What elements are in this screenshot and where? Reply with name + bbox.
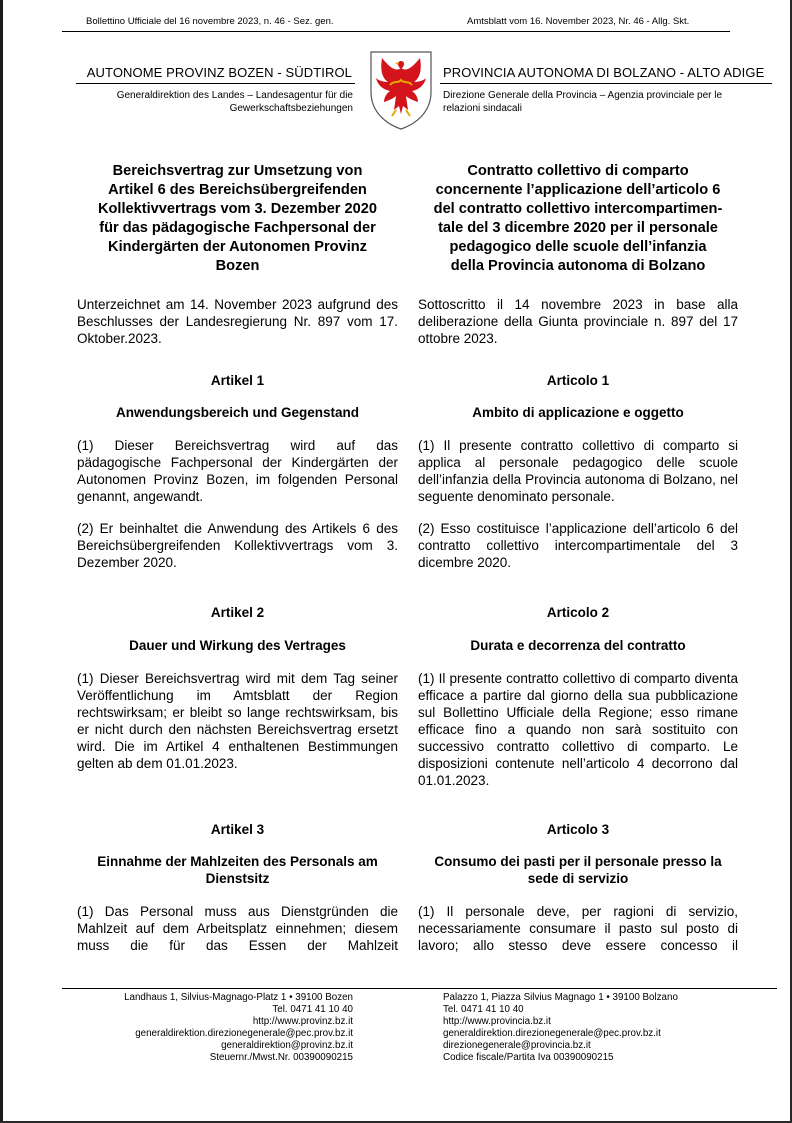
footer-contact-it [443,992,773,1064]
article-3-title-it [418,853,738,887]
article-3-paragraph-1-de: (1) Das Personal muss aus Dienstgründen die Mahlzeit auf dem Arbeitsplatz einnehmen; diesem muss die für das Essen der Mahlzeit [77,904,398,953]
title-line: Einnahme der Mahlzeiten des Personals am [97,854,378,869]
footer-divider [62,988,777,989]
article-1-title-it: Ambito di applicazione e oggetto [472,405,684,420]
article-3-heading-it: Articolo 3 [546,822,610,837]
footer-email-link[interactable]: generaldirektion@provinz.bz.it [221,1040,353,1051]
footer-website-link[interactable]: http://www.provincia.bz.it [443,1016,551,1027]
title-line: Kindergärten der Autonomen Provinz [108,239,367,255]
authority-divider-de [76,83,355,84]
title-line: Artikel 6 des Bereichsübergreifenden [108,182,367,198]
contract-title-it [418,162,738,276]
footer-email-link[interactable]: direzionegenerale@provincia.bz.it [443,1040,591,1051]
title-line: concernente l’applicazione dell’articolo 6 [435,182,721,198]
authority-divider-it [440,83,772,84]
eagle-coat-of-arms-icon [368,50,434,130]
header-divider [62,31,730,32]
article-1-title-de: Anwendungsbereich und Gegenstand [115,405,360,420]
bulletin-header-right: Amtsblatt vom 16. November 2023, Nr. 46 - Allg. Skt. [467,16,690,27]
bulletin-header-left: Bollettino Ufficiale del 16 novembre 2023, n. 46 - Sez. gen. [86,16,334,27]
page-border-left [0,0,3,1123]
footer-pec-email-link[interactable]: generaldirektion.direzionegenerale@pec.prov.bz.it [443,1028,661,1039]
footer-phone: Tel. 0471 41 10 40 [443,1004,524,1015]
article-2-heading-de: Artikel 2 [210,605,265,620]
authority-name-it: PROVINCIA AUTONOMA DI BOLZANO - ALTO ADIGE [443,65,765,80]
article-3-paragraph-1-it: (1) Il personale deve, per ragioni di servizio, necessariamente consumare il pasto sul posto di lavoro; allo stesso deve essere concesso il [418,904,738,953]
title-line: Consumo dei pasti per il personale presso la [434,854,722,869]
contract-title-de [77,162,398,276]
department-de-line-1: Generaldirektion des Landes – Landesagentur für die [116,90,353,101]
department-it [443,89,773,115]
article-2-paragraph-1-de: (1) Dieser Bereichsvertrag wird mit dem Tag seiner Veröffentlichung im Amtsblatt der Region rechtswirksam; er bleibt so lange rechtswirksam, bis er nicht durch den nächsten Bereichsvertrag ersetzt wird. Die im Artikel 4 enthaltenen Bestimmungen gelten ab dem 01.01.2023. [77,671,398,771]
article-1-heading-it: Articolo 1 [546,373,610,388]
article-1-paragraph-2-de: (2) Er beinhaltet die Anwendung des Artikels 6 des Bereichsübergreifenden Kollektivvertrags vom 3. Dezember 2020. [77,521,398,570]
department-it-line-1: Direzione Generale della Provincia – Agenzia provinciale per le [443,90,723,101]
article-1-heading-de: Artikel 1 [210,373,265,388]
authority-name-de: AUTONOME PROVINZ BOZEN - SÜDTIROL [86,65,352,80]
article-2-heading-it: Articolo 2 [546,605,610,620]
title-line: della Provincia autonoma di Bolzano [450,258,706,274]
footer-pec-email-link[interactable]: generaldirektion.direzionegenerale@pec.prov.bz.it [135,1028,353,1039]
title-line: Contratto collettivo di comparto [467,163,689,179]
signed-note-it: Sottoscritto il 14 novembre 2023 in base alla deliberazione della Giunta provinciale n. 897 del 17 ottobre 2023. [418,297,738,346]
footer-website-link[interactable]: http://www.provinz.bz.it [252,1016,353,1027]
footer-address: Landhaus 1, Silvius-Magnago-Platz 1 • 39100 Bozen [124,992,353,1003]
article-1-paragraph-1-it: (1) Il presente contratto collettivo di comparto si applica al personale pedagogico delle scuole dell’infanzia della Provincia autonoma di Bolzano, nel seguente denominato personale. [418,438,738,504]
article-3-heading-de: Artikel 3 [210,822,265,837]
title-line: pedagogico delle scuole dell’infanzia [449,239,707,255]
title-line: Bozen [215,258,260,274]
article-2-paragraph-1-it: (1) Il presente contratto collettivo di comparto diventa efficace a partire dal giorno della sua pubblicazione sul Bollettino Ufficiale della Regione; esso rimane efficace fino a quando non sarà sostituito con successivo contratto collettivo di comparto. Le disposizioni contenute nell’articolo 4 decorrono dal 01.01.2023. [418,671,738,788]
article-1-paragraph-1-de: (1) Dieser Bereichsvertrag wird auf das pädagogische Fachpersonal der Kindergärten der Autonomen Provinz Bozen, im folgenden Personal genannt, angewandt. [77,438,398,504]
signed-note-de: Unterzeichnet am 14. November 2023 aufgrund des Beschlusses der Landesregierung Nr. 897 vom 17. Oktober.2023. [77,297,398,346]
title-line: Bereichsvertrag zur Umsetzung von [112,163,363,179]
article-2-title-it: Durata e decorrenza del contratto [470,638,686,653]
department-de [90,89,353,115]
title-line: für das pädagogische Fachpersonal der [99,220,376,236]
article-2-title-de: Dauer und Wirkung des Vertrages [129,638,346,653]
title-line: tale del 3 dicembre 2020 per il personale [438,220,718,236]
department-de-line-2: Gewerkschaftsbeziehungen [229,103,353,114]
footer-contact-de [90,992,353,1064]
title-line: sede di servizio [527,871,629,886]
article-1-paragraph-2-it: (2) Esso costituisce l’applicazione dell’articolo 6 del contratto collettivo intercompartimentale del 3 dicembre 2020. [418,521,738,570]
title-line: Kollektivvertrags vom 3. Dezember 2020 [97,201,378,217]
footer-address: Palazzo 1, Piazza Silvius Magnago 1 • 39100 Bolzano [443,992,678,1003]
footer-phone: Tel. 0471 41 10 40 [272,1004,353,1015]
article-3-title-de [77,853,398,887]
footer-tax-number: Steuernr./Mwst.Nr. 00390090215 [209,1052,353,1063]
title-line: del contratto collettivo intercompartimen- [433,201,723,217]
footer-tax-number: Codice fiscale/Partita Iva 00390090215 [443,1052,614,1063]
department-it-line-2: relazioni sindacali [443,103,522,114]
title-line: Dienstsitz [205,871,270,886]
